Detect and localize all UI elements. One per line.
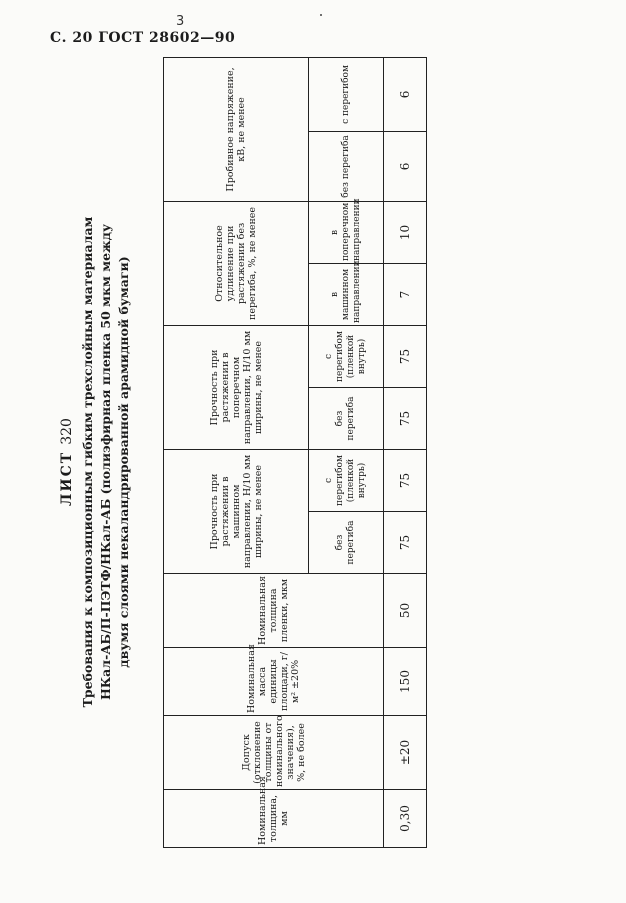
sub-elong-cd: в поперечном направлении bbox=[309, 201, 384, 263]
cell-elong-cd: 10 bbox=[384, 201, 427, 263]
cell-thickness: 0,30 bbox=[384, 790, 427, 848]
requirements-table bbox=[163, 57, 427, 848]
cell-bv-with-bend: 6 bbox=[384, 57, 427, 131]
cell-film: 50 bbox=[384, 574, 427, 648]
cell-elong-md: 7 bbox=[384, 263, 427, 325]
group-elongation: Относительное удлинение при растяжении без перегиба, %, не менее bbox=[164, 201, 309, 325]
cell-bv-no-bend: 6 bbox=[384, 131, 427, 201]
title-line-2: НКал-АБ/П-ПЭТФ/НКал-АБ (полиэфирная пленка 50 мкм между bbox=[98, 223, 113, 701]
sub-bv-no-bend: без перегиба bbox=[309, 131, 384, 201]
sub-md-with-bend: с перегибом (пленкой внутрь) bbox=[309, 450, 384, 512]
sub-elong-md: в машинном направлении bbox=[309, 263, 384, 325]
sub-bv-with-bend: с перегибом bbox=[309, 57, 384, 131]
cell-tolerance: ±20 bbox=[384, 716, 427, 790]
sub-cd-no-bend: без перегиба bbox=[309, 388, 384, 450]
cell-cd-with-bend: 75 bbox=[384, 325, 427, 387]
page-header: С. 20 ГОСТ 28602—90 bbox=[50, 30, 236, 46]
title-line-3: двумя слоями некаландрированной арамидной бумаги) bbox=[116, 256, 131, 668]
cell-md-with-bend: 75 bbox=[384, 450, 427, 512]
sub-cd-with-bend: с перегибом (пленкой внутрь) bbox=[309, 325, 384, 387]
sub-md-no-bend: без перегиба bbox=[309, 512, 384, 574]
sheet-number: 320 bbox=[59, 418, 75, 445]
sheet-label bbox=[59, 72, 75, 852]
sheet-label-text: ЛИСТ bbox=[59, 450, 75, 506]
table-row bbox=[384, 57, 427, 847]
pencil-mark: 3 bbox=[176, 14, 185, 29]
rotated-content bbox=[51, 65, 511, 852]
col-tolerance: Допуск (отклонение толщины от номинального значения), %, не более bbox=[164, 716, 384, 790]
sheet-titles bbox=[59, 72, 133, 852]
cell-md-no-bend: 75 bbox=[384, 512, 427, 574]
col-nominal-thickness: Номинальная толщина, мм bbox=[164, 790, 384, 848]
cell-cd-no-bend: 75 bbox=[384, 388, 427, 450]
speck bbox=[320, 14, 322, 16]
col-film-thickness: Номинальная толщина пленки, мкм bbox=[164, 574, 384, 648]
title-line-1: Требования к композиционным гибким трехслойным материалам bbox=[80, 216, 95, 708]
group-strength-cd: Прочность при растяжении в поперечном направлении, Н/10 мм ширины, не менее bbox=[164, 325, 309, 449]
group-breakdown: Пробивное напряжение, кВ, не менее bbox=[164, 57, 309, 201]
group-strength-md: Прочность при растяжении в машинном направлении, Н/10 мм ширины, не менее bbox=[164, 450, 309, 574]
cell-mass: 150 bbox=[384, 648, 427, 716]
col-mass: Номинальная масса единицы площади, г/м² ±20% bbox=[164, 648, 384, 716]
table-header-row-1 bbox=[164, 57, 309, 847]
